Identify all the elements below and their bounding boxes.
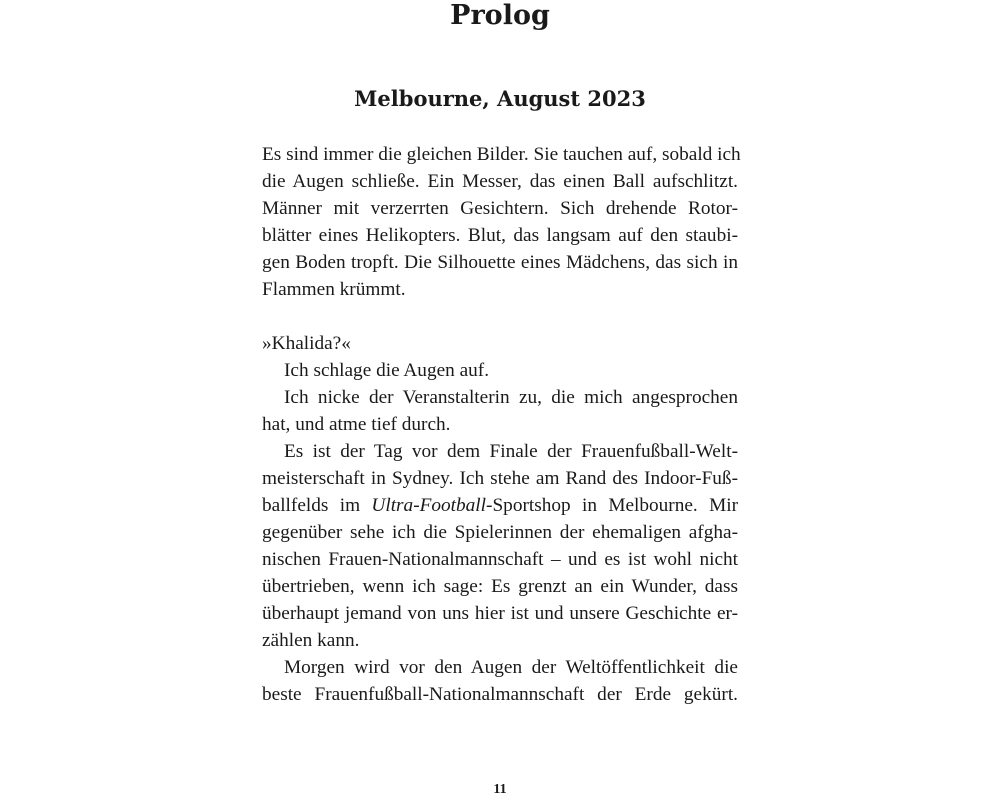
page-number: 11 [493,782,507,797]
chapter-subtitle: Melbourne, August 2023 [354,86,646,111]
text-line: beste Frauenfußball-Nationalmannschaft der Erde gekürt. [262,684,738,705]
paragraph-body [262,330,738,708]
text-line: meisterschaft in Sydney. Ich stehe am Rand des Indoor-Fuß- [262,468,738,489]
text-line: zählen kann. [262,630,360,651]
text-line: gegenüber sehe ich die Spielerinnen der ehemaligen afgha- [262,522,738,543]
text-line-mixed [262,492,738,519]
text-line: gen Boden tropft. Die Silhouette eines Mädchens, das sich in [262,252,738,273]
text-line: überhaupt jemand von uns hier ist und unsere Geschichte er- [262,603,738,624]
text-line: Morgen wird vor den Augen der Weltöffentlichkeit die [284,657,738,678]
text-line: übertrieben, wenn ich sage: Es grenzt an ein Wunder, dass [262,576,738,597]
text-line: hat, und atme tief durch. [262,414,451,435]
text-line: Ich nicke der Veranstalterin zu, die mich angesprochen [284,387,738,408]
text-line: blätter eines Helikopters. Blut, das langsam auf den staubi- [262,225,738,246]
text-line: die Augen schließe. Ein Messer, das einen Ball aufschlitzt. [262,171,738,192]
text-line: Es ist der Tag vor dem Finale der Frauenfußball-Welt- [284,441,738,462]
text-line: Flammen krümmt. [262,279,406,300]
page-title: Prolog [450,0,550,31]
text-segment: -Sportshop in Melbourne. Mir [486,495,738,516]
dialogue-quote: »Khalida?« [262,333,351,354]
text-segment: ballfelds im [262,495,372,516]
paragraph-opening [262,141,741,303]
text-line: Ich schlage die Augen auf. [284,360,490,381]
text-line: nischen Frauen-Nationalmannschaft – und es ist wohl nicht [262,549,738,570]
text-line: Männer mit verzerrten Gesichtern. Sich drehende Rotor- [262,198,738,219]
text-line: Es sind immer die gleichen Bilder. Sie tauchen auf, sobald ich [262,144,741,165]
shop-name-italic: Ultra-Football [371,495,487,516]
